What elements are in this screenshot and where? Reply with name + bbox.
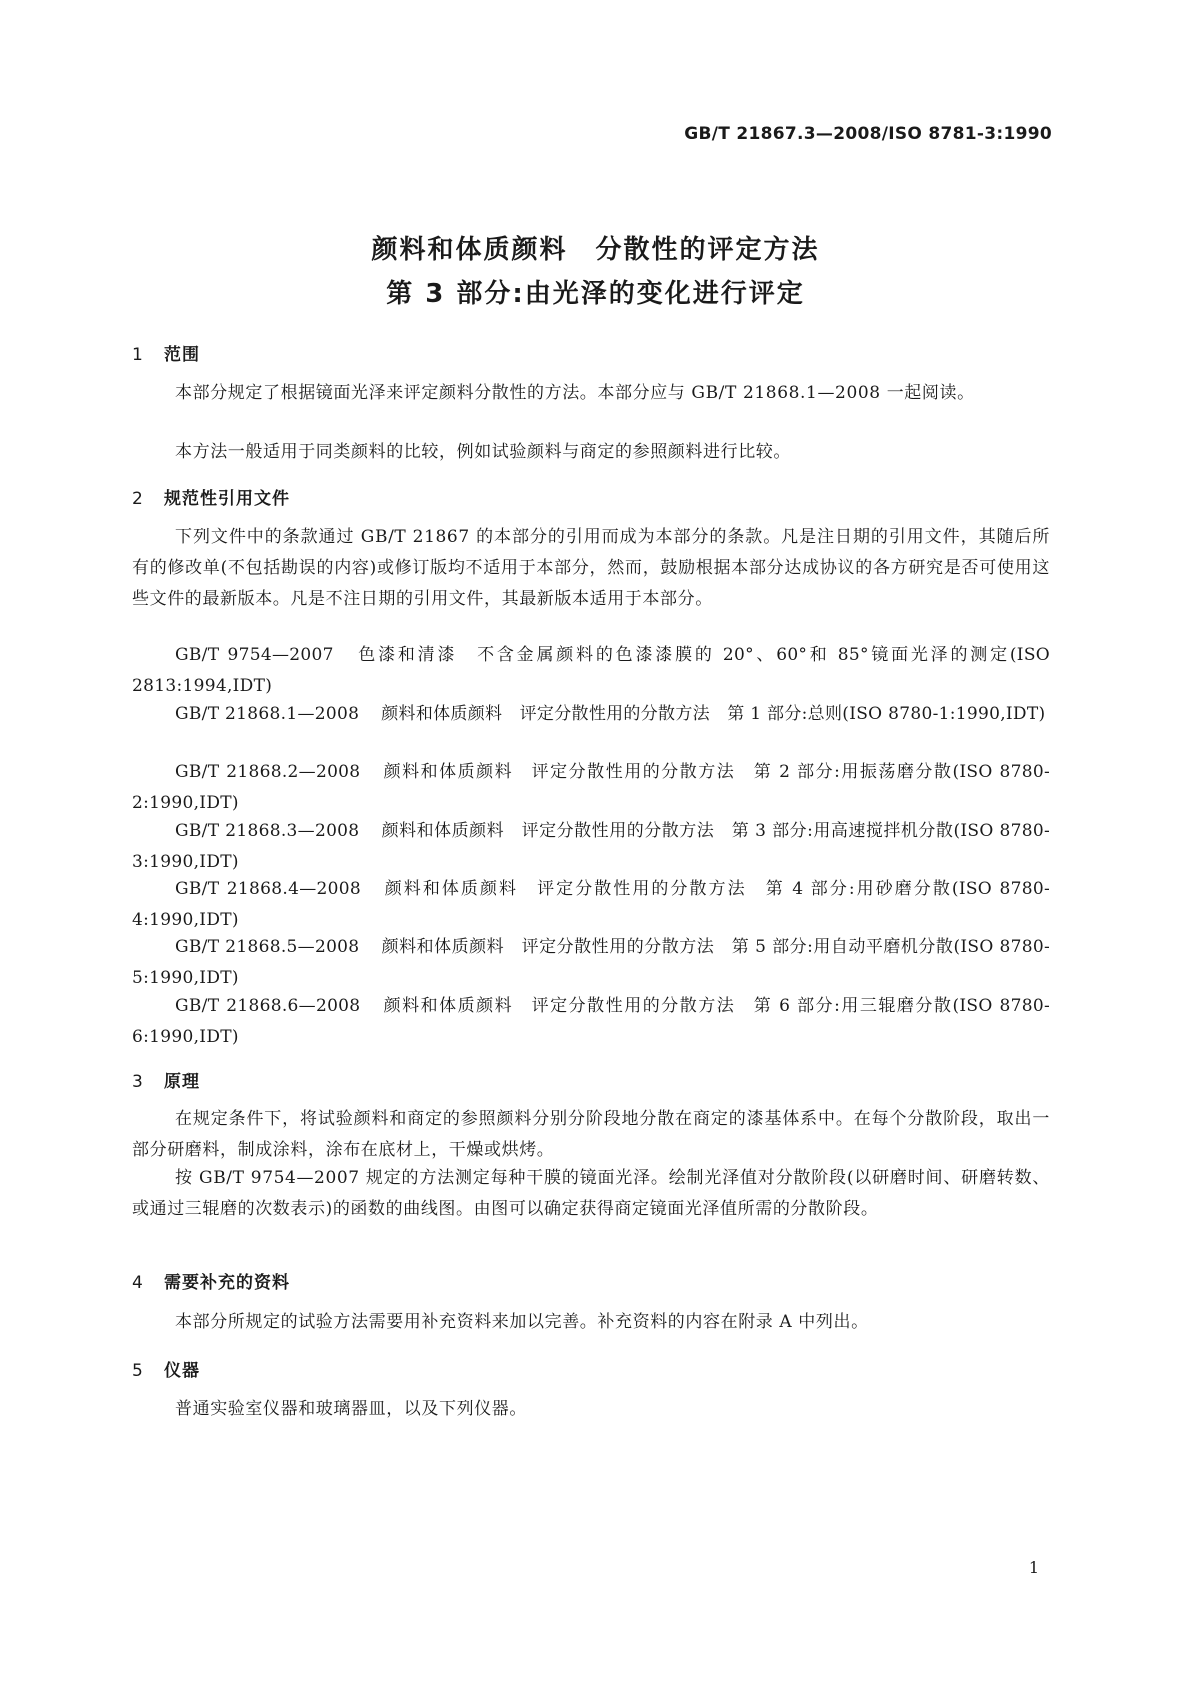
section-heading-normative-references (132, 484, 290, 509)
paragraph: 普通实验室仪器和玻璃器皿，以及下列仪器。 (175, 1399, 527, 1419)
reference-title: 颜料和体质颜料 评定分散性用的分散方法 第 6 部分:用三辊磨分散(ISO 8780-6:1990,IDT) (132, 996, 1050, 1047)
section-title: 需要补充的资料 (164, 1273, 290, 1293)
reference-code: GB/T 21868.5—2008 (175, 937, 360, 957)
reference-code: GB/T 21868.2—2008 (175, 762, 361, 782)
page-number: 1 (1028, 1558, 1039, 1577)
section-heading-supplementary-info (132, 1268, 290, 1293)
section-heading-principle (132, 1067, 200, 1092)
reference-title: 颜料和体质颜料 评定分散性用的分散方法 第 1 部分:总则(ISO 8780-1:1990,IDT) (381, 704, 1046, 724)
reference-code: GB/T 21868.4—2008 (175, 879, 361, 899)
section-number: 1 (132, 345, 144, 365)
paragraph: 本部分所规定的试验方法需要用补充资料来加以完善。补充资料的内容在附录 A 中列出。 (175, 1312, 869, 1332)
reference-entry (132, 757, 1050, 819)
paragraph: 按 GB/T 9754—2007 规定的方法测定每种干膜的镜面光泽。绘制光泽值对分散阶段(以研磨时间、研磨转数、或通过三辊磨的次数表示)的函数的曲线图。由图可以确定获得商定镜面光泽值所需的分散阶段。 (132, 1168, 1050, 1219)
section-number: 4 (132, 1273, 144, 1293)
section-title: 原理 (164, 1072, 200, 1092)
paragraph: 本部分规定了根据镜面光泽来评定颜料分散性的方法。本部分应与 GB/T 21868.1—2008 一起阅读。 (175, 383, 975, 403)
document-title-line2: 第 3 部分:由光泽的变化进行评定 (386, 279, 805, 309)
reference-code: GB/T 21868.6—2008 (175, 996, 361, 1016)
reference-entry (132, 640, 1050, 702)
reference-title: 色漆和清漆 不含金属颜料的色漆漆膜的 20°、60°和 85°镜面光泽的测定(ISO 2813:1994,IDT) (132, 645, 1050, 696)
standard-header: GB/T 21867.3—2008/ISO 8781-3:1990 (684, 124, 1052, 144)
section-number: 5 (132, 1361, 144, 1381)
reference-title: 颜料和体质颜料 评定分散性用的分散方法 第 5 部分:用自动平磨机分散(ISO 8780-5:1990,IDT) (132, 937, 1050, 988)
reference-title: 颜料和体质颜料 评定分散性用的分散方法 第 3 部分:用高速搅拌机分散(ISO 8780-3:1990,IDT) (132, 821, 1050, 872)
paragraph: 在规定条件下，将试验颜料和商定的参照颜料分别分阶段地分散在商定的漆基体系中。在每个分散阶段，取出一部分研磨料，制成涂料，涂布在底材上，干燥或烘烤。 (132, 1109, 1050, 1160)
paragraph: 本方法一般适用于同类颜料的比较，例如试验颜料与商定的参照颜料进行比较。 (175, 442, 791, 462)
reference-code: GB/T 21868.1—2008 (175, 704, 360, 724)
reference-entry (132, 699, 1050, 730)
section-title: 范围 (164, 345, 200, 365)
reference-entry (132, 991, 1050, 1053)
section-title: 仪器 (164, 1361, 200, 1381)
section-number: 2 (132, 489, 144, 509)
reference-code: GB/T 21868.3—2008 (175, 821, 360, 841)
reference-entry (132, 816, 1050, 878)
reference-title: 颜料和体质颜料 评定分散性用的分散方法 第 4 部分:用砂磨分散(ISO 8780-4:1990,IDT) (132, 879, 1050, 930)
document-title-line1: 颜料和体质颜料 分散性的评定方法 (371, 235, 820, 265)
section-heading-apparatus (132, 1356, 200, 1381)
paragraph: 下列文件中的条款通过 GB/T 21867 的本部分的引用而成为本部分的条款。凡是注日期的引用文件，其随后所有的修改单(不包括勘误的内容)或修订版均不适用于本部分，然而，鼓励根据本部分达成协议的各方研究是否可使用这些文件的最新版本。凡是不注日期的引用文件，其最新版本适用于本部分。 (132, 527, 1050, 609)
section-number: 3 (132, 1072, 144, 1092)
reference-title: 颜料和体质颜料 评定分散性用的分散方法 第 2 部分:用振荡磨分散(ISO 8780-2:1990,IDT) (132, 762, 1050, 813)
reference-code: GB/T 9754—2007 (175, 645, 334, 665)
reference-entry (132, 932, 1050, 994)
section-heading-scope (132, 340, 200, 365)
reference-entry (132, 874, 1050, 936)
section-title: 规范性引用文件 (164, 489, 290, 509)
